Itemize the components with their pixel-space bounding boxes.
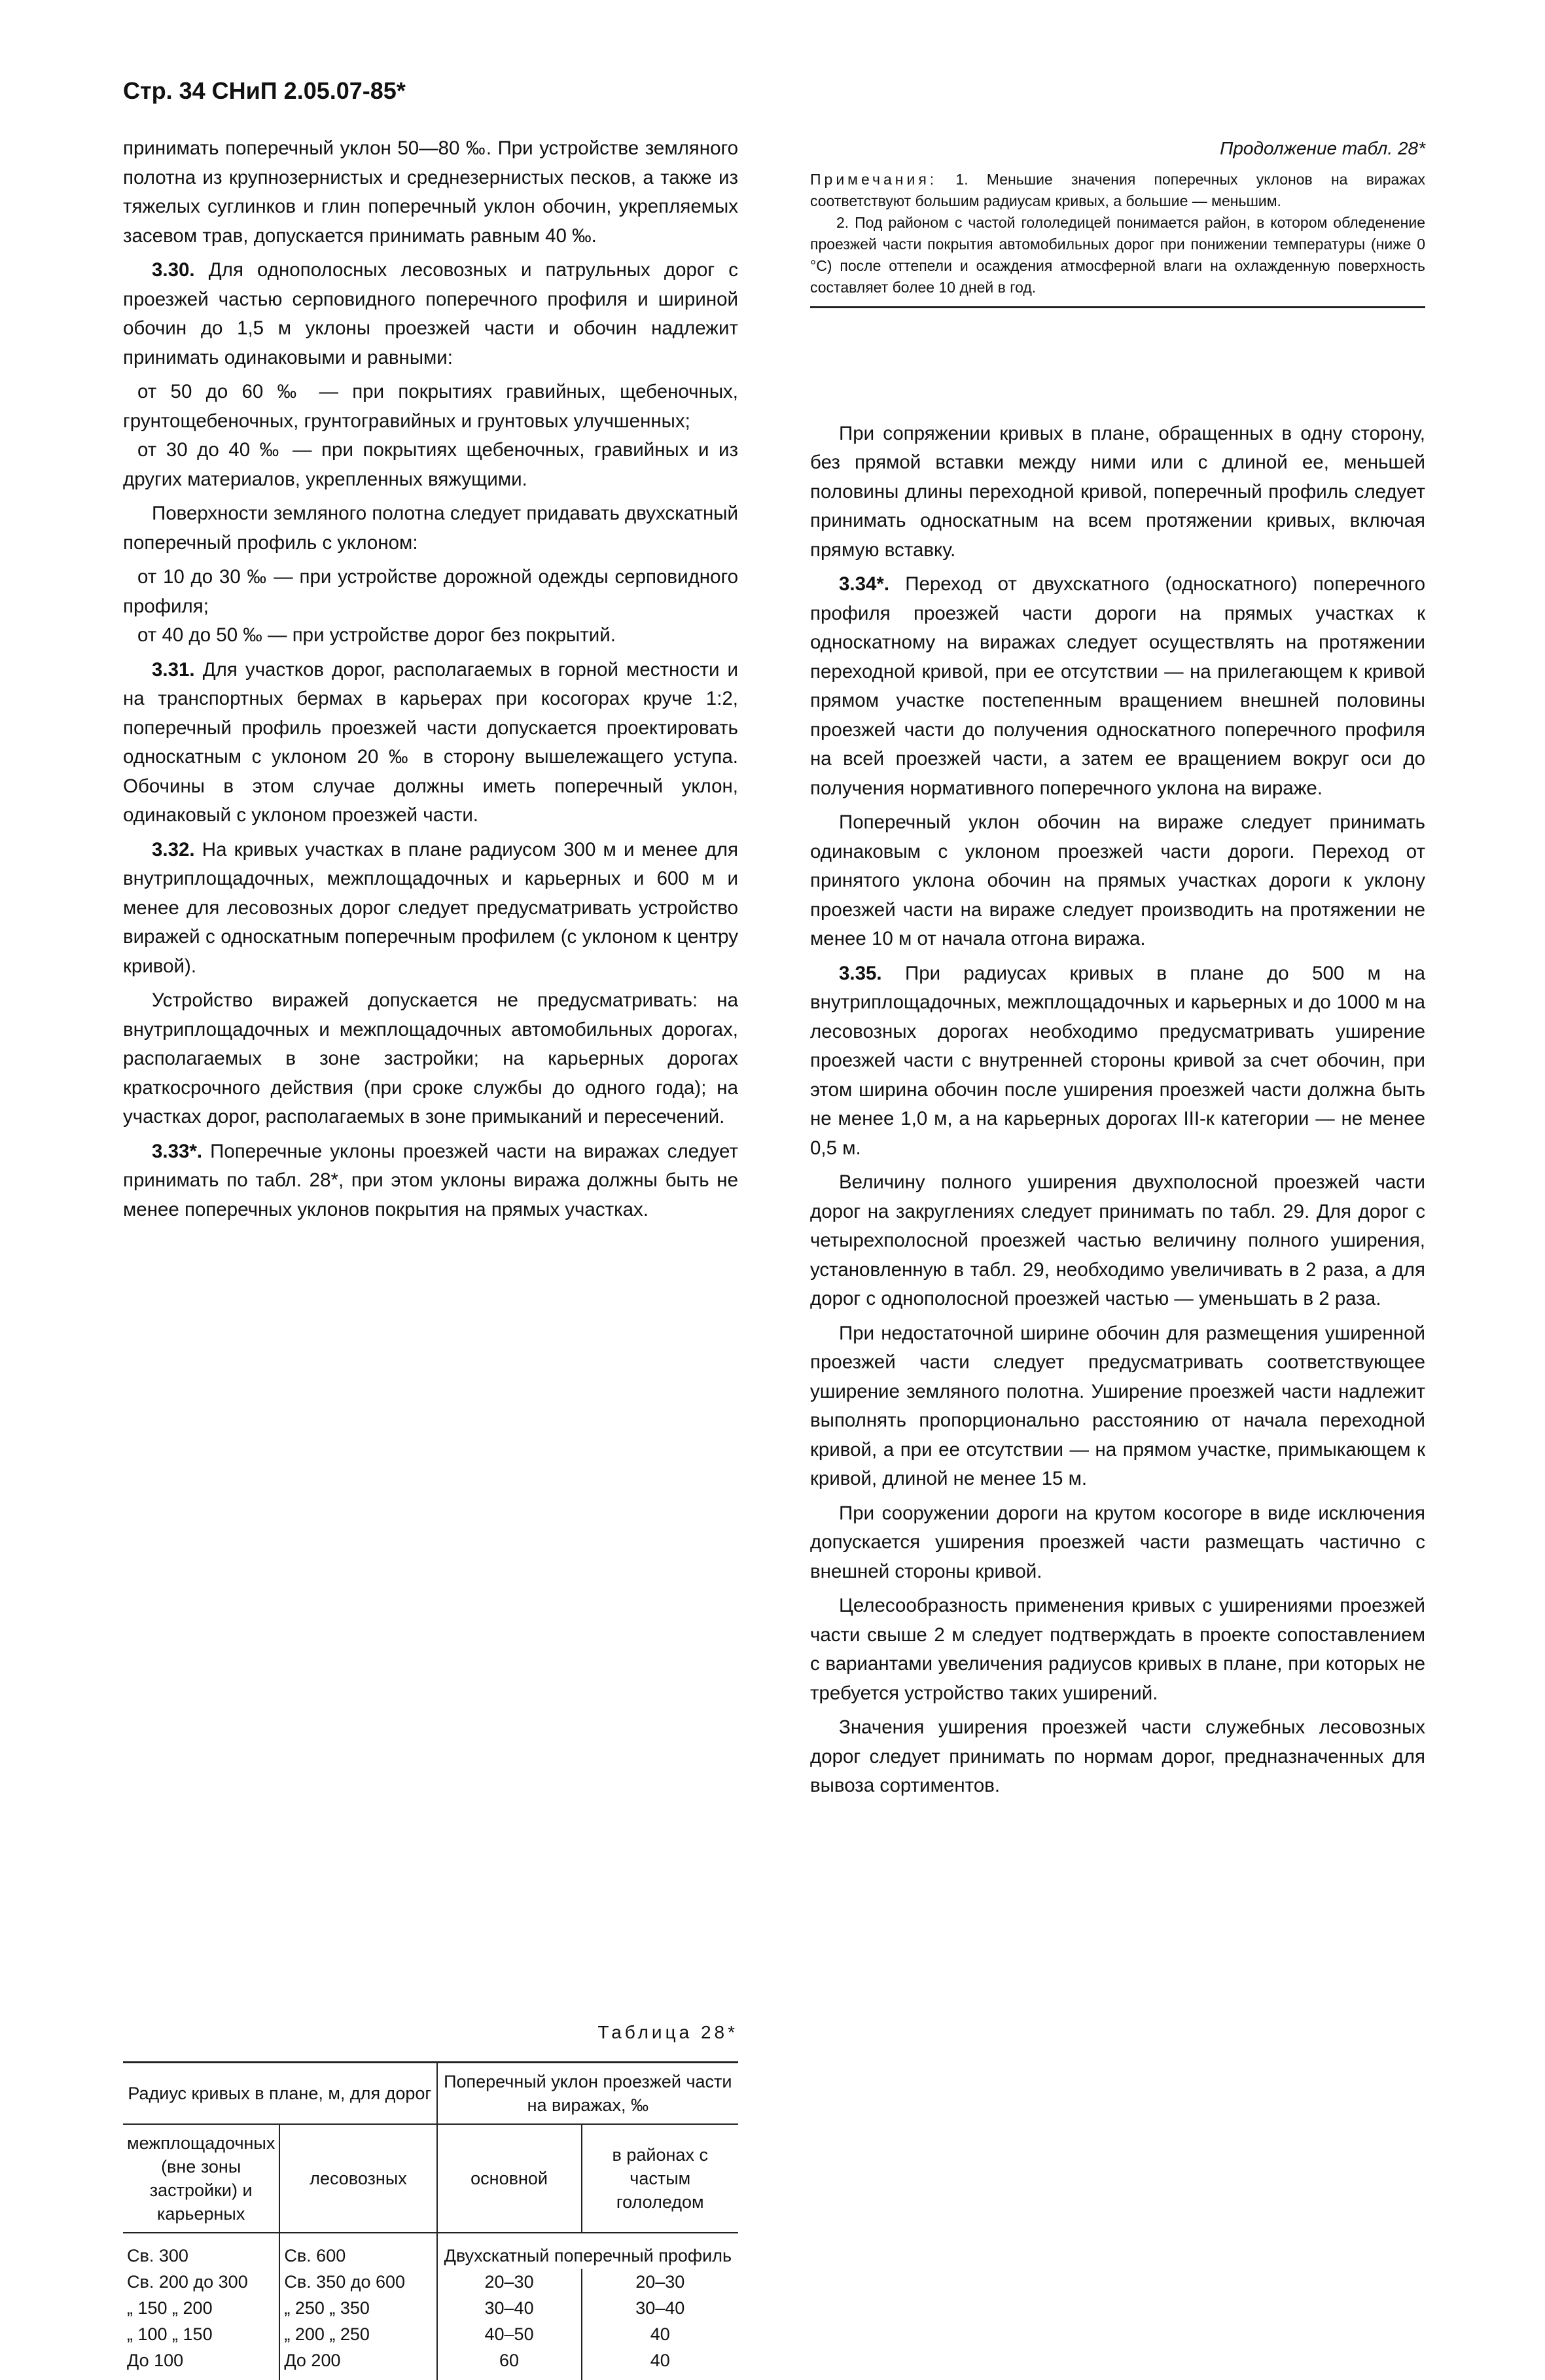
paragraph-virage: Устройство виражей допускается не предусматривать: на внутриплощадочных и межплощадочных автомобильных дорогах, располагаемых в зоне застройки; на карьерных дорогах краткосрочного действия (при сроке службы до одного года); на участках дорог, располагаемых в зоне примыканий и пересечений. (123, 989, 738, 1128)
table-subheader: основной (437, 2124, 582, 2233)
note-1 (810, 169, 1425, 212)
table-cell: 20–30 (635, 2272, 685, 2292)
table-row (123, 2269, 738, 2295)
table-header-slope: Поперечный уклон проезжей части на виражах, ‰ (437, 2063, 738, 2125)
table-caption: Таблица 28* (597, 2022, 738, 2042)
paragraph-insufficient: При недостаточной ширине обочин для размещения уширенной проезжей части следует предусматривать соответствующее уширение земляного полотна. Уширение проезжей части надлежит выполнять пропорционально расстоянию от начала переходной кривой, а при ее отсутствии — на прямом участке, примыкающем к кривой, длиной не менее 15 м. (810, 1322, 1425, 1489)
paragraph-shoulder: Поперечный уклон обочин на вираже следует принимать одинаковым с уклоном проезжей части дороги. Переход от принятого уклона обочин на прямых участках дороги к уклону проезжей части на вираже следует производить на протяжении не менее 10 м от начала отгона виража. (810, 811, 1425, 950)
list-item: от 30 до 40 ‰ — при покрытиях щебеночных, гравийных и из других материалов, укрепленных вяжущими. (123, 439, 738, 490)
table-continuation-label: Продолжение табл. 28* (1220, 138, 1425, 158)
list-item: от 40 до 50 ‰ — при устройстве дорог без покрытий. (137, 624, 616, 646)
paragraph-continuation: принимать поперечный уклон 50—80 ‰. При устройстве земляного полотна из крупнозернистых и среднезернистых песков, а также из тяжелых суглинков и глин поперечный уклон обочин, укрепляемых засевом трав, допускается принимать равным 40 ‰. (123, 137, 738, 247)
right-column (810, 134, 1425, 1806)
table-header-radius: Радиус кривых в плане, м, для дорог (123, 2063, 437, 2125)
clause-text: Для участков дорог, располагаемых в горной местности и на транспортных бермах в карьерах при косогорах круче 1:2, поперечный профиль проезжей части допускается проектировать односкатным с уклоном 20 ‰ в сторону вышележащего уступа. Обочины в этом случае должны иметь поперечный уклон, одинаковый с уклоном проезжей части. (123, 658, 738, 826)
table-cell: До 100 (123, 2347, 279, 2380)
table-row (123, 2321, 738, 2347)
clause-number: 3.35. (839, 962, 882, 984)
table-cell: 30–40 (437, 2295, 582, 2321)
notes-label: Примечания: (810, 170, 938, 188)
clause-text: Переход от двухскатного (односкатного) поперечного профиля проезжей части дороги на прямых участках к односкатному на виражах следует осуществлять на протяжении переходной кривой, при ее отсутствии — на прилегающем к кривой прямом участке постепенным вращением внешней половины проезжей части до получения односкатного поперечного профиля на всей проезжей части, а затем ее вращением вокруг оси до получения нормативного поперечного уклона на вираже. (810, 573, 1425, 799)
table-cell: „ 100 „ 150 (123, 2321, 279, 2347)
table-row (123, 2295, 738, 2321)
clause-text: На кривых участках в плане радиусом 300 м и менее для внутриплощадочных, межплощадочных и карьерных и 600 м и менее для лесовозных дорог следует предусматривать устройство виражей с односкатным поперечным профилем (с уклоном к центру кривой). (123, 838, 738, 977)
list-item: от 10 до 30 ‰ — при устройстве дорожной одежды серповидного профиля; (123, 566, 738, 617)
table-cell: 20–30 (437, 2269, 582, 2295)
note-2: 2. Под районом с частой гололедицей понимается район, в котором обледенение проезжей части покрытия автомобильных дорог при понижении температуры (ниже 0 °С) после оттепели и осаждения атмосферной влаги на охлажденную поверхность составляет более 10 дней в год. (810, 213, 1425, 296)
clause-text: Для однополосных лесовозных и патрульных дорог с проезжей частью серповидного поперечного профиля и шириной обочин до 1,5 м уклоны проезжей части и обочин надлежит принимать одинаковыми и равными: (123, 259, 738, 368)
left-column (123, 134, 738, 1230)
clause-number: 3.32. (152, 838, 195, 861)
table-subheader: межплощадочных (вне зоны застройки) и карьерных (123, 2124, 279, 2233)
paragraph-expedience: Целесообразность применения кривых с уширениями проезжей части свыше 2 м следует подтверждать в проекте сопоставлением с вариантами увеличения радиусов кривых в плане, при которых не требуется устройство таких уширений. (810, 1595, 1425, 1704)
note-text: 1. Меньшие значения поперечных уклонов на виражах соответствуют большим радиусам кривых, а большие — меньшим. (810, 170, 1425, 209)
table-cell: 60 (437, 2347, 582, 2380)
table-cell: Двухскатный поперечный профиль (444, 2246, 732, 2265)
clause-number: 3.33*. (152, 1140, 203, 1162)
table-cell: 30–40 (635, 2298, 685, 2318)
paragraph-steep-slope: При сооружении дороги на крутом косогоре в виде исключения допускается уширения проезжей части размещать частично с внешней стороны кривой. (810, 1502, 1425, 1582)
table-28 (123, 2061, 738, 2380)
table-cell: „ 200 „ 250 (279, 2321, 436, 2347)
table-row (123, 2347, 738, 2380)
clause-text: При радиусах кривых в плане до 500 м на внутриплощадочных, межплощадочных и карьерных и до 1000 м на лесовозных дорогах необходимо предусматривать уширение проезжей части с внутренней стороны кривой за счет обочин, при этом ширина обочин после уширения проезжей части должна быть не менее 1,0 м, а на карьерных дорогах III-к категории — не менее 0,5 м. (810, 962, 1425, 1159)
list-item: от 50 до 60 ‰ — при покрытиях гравийных, щебеночных, грунтощебеночных, грунтогравийных и грунтовых улучшенных; (123, 381, 738, 432)
table-subheader: в районах с частым гололедом (582, 2124, 739, 2233)
paragraph-conjugation: При сопряжении кривых в плане, обращенных в одну сторону, без прямой вставки между ними или с длиной ее, меньшей половины длины переходной кривой, поперечный профиль следует принимать односкатным на всем протяжении кривых, включая прямую вставку. (810, 422, 1425, 561)
table-subheader: лесовозных (279, 2124, 436, 2233)
page-header: Стр. 34 СНиП 2.05.07-85* (123, 77, 406, 104)
clause-text: Поперечные уклоны проезжей части на виражах следует принимать по табл. 28*, при этом уклоны виража должны быть не менее поперечных уклонов покрытия на прямых участках. (123, 1140, 738, 1220)
table-cell: Св. 300 (123, 2233, 279, 2269)
table-cell: 40 (650, 2351, 670, 2370)
table-cell: „ 250 „ 350 (279, 2295, 436, 2321)
table-row (123, 2233, 738, 2269)
paragraph-full-widening: Величину полного уширения двухполосной проезжей части дорог на закруглениях следует принимать по табл. 29. Для дорог с четырехполосной проезжей частью величину полного уширения, установленную в табл. 29, необходимо увеличивать в 2 раза, а для дорог с однополосной проезжей частью — уменьшать в 2 раза. (810, 1171, 1425, 1309)
clause-number: 3.31. (152, 658, 195, 681)
clause-number: 3.34*. (839, 573, 890, 595)
table-cell: „ 150 „ 200 (123, 2295, 279, 2321)
clause-3-33 (123, 1137, 738, 1225)
clause-3-34 (810, 570, 1425, 803)
table-cell: 40 (650, 2324, 670, 2344)
clause-3-35 (810, 959, 1425, 1163)
table-cell: Св. 350 до 600 (279, 2269, 436, 2295)
paragraph-surface: Поверхности земляного полотна следует придавать двухскатный поперечный профиль с уклоном: (123, 503, 738, 554)
table-cell: До 200 (279, 2347, 436, 2380)
table-cell: Св. 600 (279, 2233, 436, 2269)
clause-3-31 (123, 656, 738, 830)
paragraph-values: Значения уширения проезжей части служебных лесовозных дорог следует принимать по нормам дорог, предназначенных для вывоза сортиментов. (810, 1716, 1425, 1796)
clause-3-32 (123, 836, 738, 982)
table-cell: 40–50 (437, 2321, 582, 2347)
table-cell: Св. 200 до 300 (123, 2269, 279, 2295)
clause-3-30 (123, 256, 738, 372)
clause-number: 3.30. (152, 259, 195, 281)
